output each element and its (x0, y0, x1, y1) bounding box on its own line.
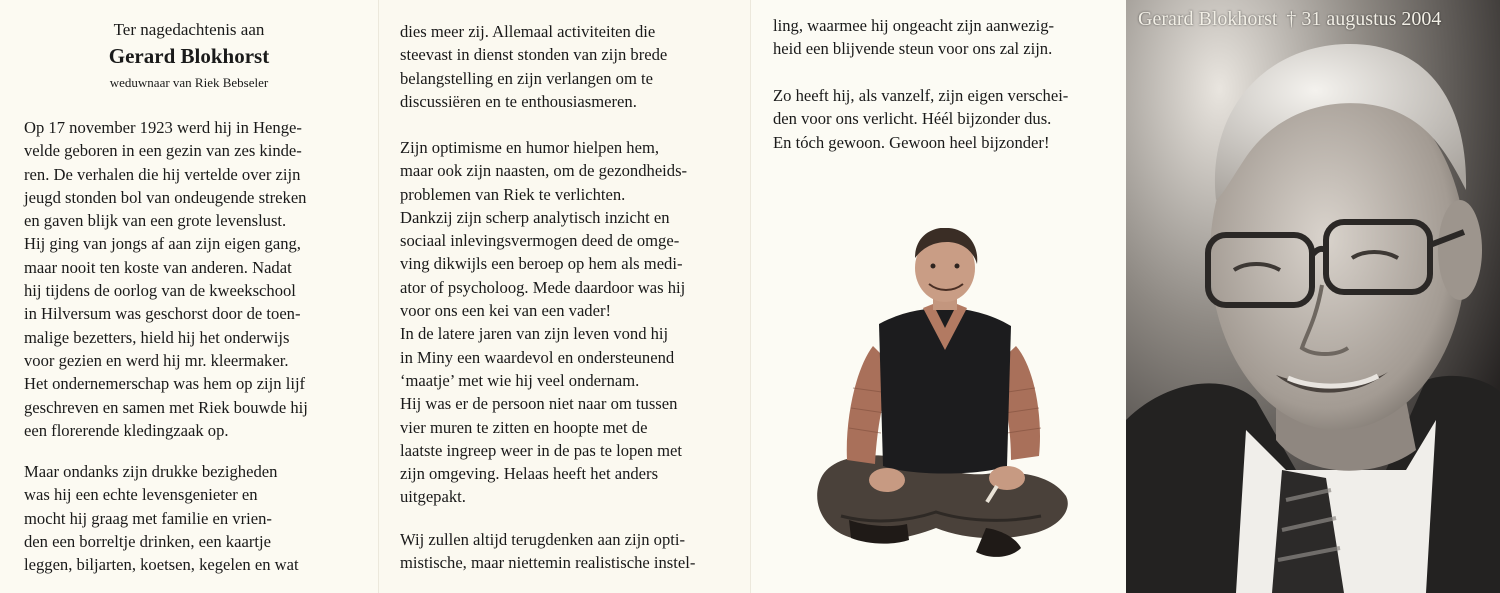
portrait-photo-panel (1126, 0, 1500, 593)
text-line: jeugd stonden bol van ondeugende streken (24, 187, 307, 207)
text-line: Zijn optimisme en humor hielpen hem, (400, 138, 660, 157)
text-line: Zo heeft hij, als vanzelf, zijn eigen verschei- (773, 86, 1069, 105)
text-line: vier muren te zitten en hoopte met de (400, 417, 648, 437)
text-line: En tóch gewoon. Gewoon heel bijzonder! (773, 132, 1050, 152)
text-line: Wij zullen altijd terugdenken aan zijn opti- (400, 530, 686, 549)
text-line: ‘maatje’ met wie hij veel ondernam. (400, 370, 640, 390)
card-panel-left (0, 0, 378, 593)
widower-of-line: weduwnaar van Riek Bebseler (109, 75, 269, 90)
card-panel-third (750, 0, 1126, 593)
text-line: maar nooit ten koste van anderen. Nadat (24, 257, 292, 277)
text-line: en gaven blijk van een grote levenslust. (24, 211, 287, 231)
text-line: geschreven en samen met Riek bouwde hij (24, 397, 308, 417)
cross-symbol: † (1286, 8, 1297, 30)
seated-man-photo (811, 228, 1081, 578)
text-line: was hij een echte levensgenieter en (24, 485, 258, 505)
text-line: in Miny een waardevol en ondersteunend (400, 347, 675, 367)
caption-name: Gerard Blokhorst (1138, 8, 1278, 30)
photo-caption (1138, 8, 1492, 31)
text-line: ren. De verhalen die hij vertelde over zijn (24, 164, 301, 184)
text-line: een florerende kledingzaak op. (24, 420, 229, 440)
memorial-intro: Ter nagedachtenis aan (113, 20, 265, 39)
card-panel-middle (378, 0, 750, 593)
text-line: mistische, maar niettemin realistische instel- (400, 553, 696, 573)
biography-paragraph-3 (400, 20, 667, 113)
text-line: zijn omgeving. Helaas heeft het anders (400, 464, 659, 484)
biography-paragraph-4 (400, 136, 687, 509)
text-line: belangstelling en zijn verlangen om te (400, 68, 653, 88)
text-line: sociaal inlevingsvermogen deed de omge- (400, 231, 680, 251)
biography-paragraph-1 (24, 116, 308, 442)
text-line: hij tijdens de oorlog van de kweekschool (24, 281, 296, 301)
biography-paragraph-2 (24, 460, 299, 576)
portrait-photo (1126, 0, 1500, 593)
text-line: steevast in dienst stonden van zijn brede (400, 45, 668, 65)
text-line: Maar ondanks zijn drukke bezigheden (24, 462, 278, 481)
closing-paragraph-2 (773, 84, 1068, 154)
text-line: den voor ons verlicht. Héél bijzonder dus. (773, 109, 1052, 129)
text-line: in Hilversum was geschorst door de toen- (24, 304, 301, 324)
text-line: ator of psycholoog. Mede daardoor was hij (400, 277, 686, 297)
text-line: Op 17 november 1923 werd hij in Henge- (24, 118, 302, 137)
text-line: den een borreltje drinken, een kaartje (24, 531, 271, 551)
biography-paragraph-5 (400, 528, 695, 575)
text-line: In de latere jaren van zijn leven vond hij (400, 324, 669, 344)
text-line: heid een blijvende steun voor ons zal zijn. (773, 39, 1053, 59)
closing-paragraph-1 (773, 14, 1054, 61)
text-line: voor gezien en werd hij mr. kleermaker. (24, 350, 289, 370)
text-line: Het ondernemerschap was hem op zijn lijf (24, 374, 306, 394)
text-line: laatste ingreep weer in de pas te lopen met (400, 440, 682, 460)
text-line: leggen, biljarten, koetsen, kegelen en wat (24, 555, 299, 575)
text-line: uitgepakt. (400, 487, 466, 507)
text-line: maar ook zijn naasten, om de gezondheids- (400, 161, 688, 181)
text-line: dies meer zij. Allemaal activiteiten die (400, 22, 656, 41)
text-line: Hij was er de persoon niet naar om tussen (400, 394, 678, 414)
text-line: ving dikwijls een beroep op hem als medi- (400, 254, 683, 274)
text-line: Dankzij zijn scherp analytisch inzicht en (400, 207, 670, 227)
text-line: discussiëren en te enthousiasmeren. (400, 91, 637, 111)
text-line: problemen van Riek te verlichten. (400, 184, 626, 204)
text-line: velde geboren in een gezin van zes kinde- (24, 141, 302, 161)
text-line: malige bezetters, hield hij het onderwijs (24, 327, 290, 347)
text-line: Hij ging van jongs af aan zijn eigen gang, (24, 234, 301, 254)
caption-date: 31 augustus 2004 (1301, 8, 1442, 30)
text-line: voor ons een kei van een vader! (400, 301, 612, 321)
deceased-name: Gerard Blokhorst (108, 44, 270, 68)
text-line: ling, waarmee hij ongeacht zijn aanwezig- (773, 16, 1055, 35)
text-line: mocht hij graag met familie en vrien- (24, 508, 272, 528)
